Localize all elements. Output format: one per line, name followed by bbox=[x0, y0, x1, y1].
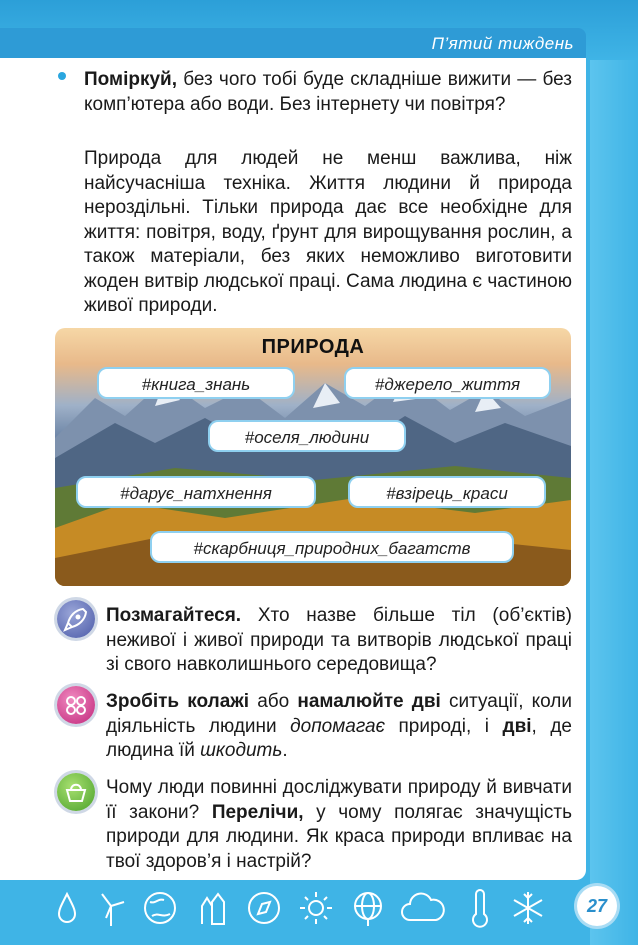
task-compete-lead: Позмагайтеся. bbox=[106, 605, 242, 626]
tag-source-of-life: #джерело_життя bbox=[344, 367, 551, 399]
task-collage bbox=[106, 690, 572, 764]
page-frame-right bbox=[590, 60, 638, 945]
task-explore bbox=[106, 776, 572, 874]
bullet-dot bbox=[58, 72, 66, 80]
task-collage-part: допомагає bbox=[290, 715, 385, 737]
intro-paragraph bbox=[84, 68, 572, 117]
task-collage-part: дві bbox=[502, 715, 532, 737]
main-paragraph bbox=[84, 147, 572, 319]
task-compete bbox=[106, 604, 572, 678]
snowflake-icon bbox=[510, 888, 546, 928]
rocket-icon bbox=[57, 600, 95, 638]
task-collage-part: шкодить bbox=[200, 740, 283, 761]
tag-treasury-of-resources: #скарбниця_природних_багатств bbox=[150, 531, 514, 563]
task-collage-part: Зробіть колажі bbox=[106, 691, 250, 712]
earth-icon bbox=[350, 888, 386, 928]
task-explore-text-b: у чому полягає значущість природи для людини. Як краса природи впливає на твої здоров’я і настрій? bbox=[106, 801, 572, 872]
basket-icon bbox=[57, 773, 95, 811]
main-paragraph-text: Природа для людей не менш важлива, ніж найсучасніша техніка. Життя людини й природа нероздільні. Тільки природа дає все необхідне для життя: повітря, воду, ґрунт для вирощування рослин, а також матеріали, без яких неможливо виготовити жоден витвір людської праці. Сама людина є частиною живої природи. bbox=[84, 148, 572, 316]
tag-human-home: #оселя_людини bbox=[208, 420, 406, 452]
task-collage-part: . bbox=[282, 740, 288, 761]
task-collage-part: природі, і bbox=[384, 715, 503, 737]
cloud-icon bbox=[400, 888, 446, 928]
collage-icon bbox=[57, 686, 95, 724]
tag-model-of-beauty: #взірець_краси bbox=[348, 476, 546, 508]
globe-icon bbox=[142, 888, 178, 928]
compass-icon bbox=[246, 888, 282, 928]
tag-book-of-knowledge: #книга_знань bbox=[97, 367, 295, 399]
task-explore-lead: Перелічи, bbox=[211, 801, 304, 823]
nature-photo-panel bbox=[55, 328, 571, 586]
wind-turbine-icon bbox=[94, 888, 128, 928]
thermometer-icon bbox=[466, 888, 494, 928]
sun-icon bbox=[298, 888, 334, 928]
header-title: П’ятий тиждень bbox=[431, 34, 574, 53]
task-collage-part: або bbox=[249, 691, 298, 712]
task-collage-part: , де людина їй bbox=[106, 715, 572, 761]
tag-gives-inspiration: #дарує_натхнення bbox=[76, 476, 316, 508]
task-collage-part: намалюйте дві bbox=[297, 691, 441, 712]
bottom-icon-strip bbox=[48, 888, 568, 932]
crystals-icon bbox=[194, 888, 230, 928]
intro-lead: Поміркуй, bbox=[84, 69, 177, 90]
task-explore-text-a: Чому люди повинні досліджувати природу й вивчати її закони? bbox=[106, 777, 572, 823]
water-drop-icon bbox=[52, 888, 82, 928]
task-compete-text: Хто назве більше тіл (об’єктів) неживої і живої природи та витворів людської праці зі свого навколишнього середовища? bbox=[106, 605, 572, 675]
page-number: 27 bbox=[577, 886, 617, 926]
nature-panel-title: ПРИРОДА bbox=[261, 336, 365, 358]
task-collage-part: ситуації, коли діяльність людини bbox=[106, 691, 573, 737]
intro-text: без чого тобі буде складніше вижити — без комп’ютера або води. Без інтернету чи повітря? bbox=[84, 69, 572, 115]
